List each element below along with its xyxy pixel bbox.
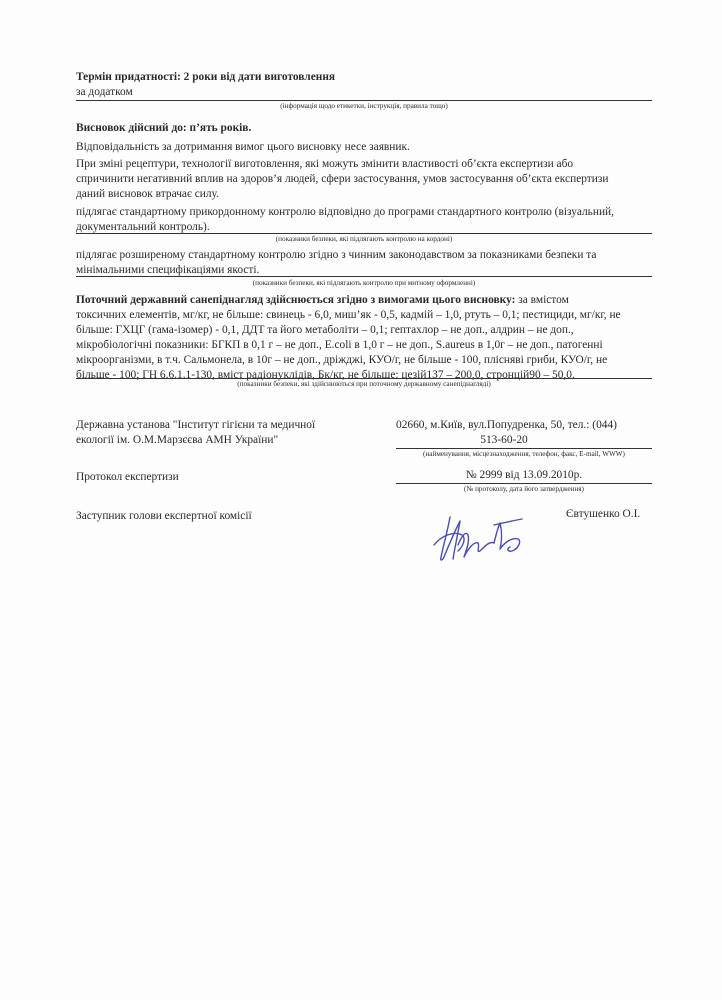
supervision-rule: [76, 378, 652, 379]
validity-text: Висновок дійсний до: п’ять років.: [76, 122, 252, 134]
supervision-heading-line: [76, 293, 621, 308]
protocol-caption: (№ протоколу, дата його затвердження): [464, 485, 584, 493]
handwritten-signature: [428, 505, 538, 575]
customs-control-line: підлягає розширеному стандартному контролю згідно з чинним законодавством за показниками безпеки та: [76, 249, 597, 261]
shelf-life-label: Термін придатності:: [76, 71, 181, 83]
border-control-caption: (показники безпеки, які підлягають контролю на кордоні): [275, 235, 453, 243]
border-control-line: документальний контроль).: [76, 221, 210, 233]
supervision-line: більше: ГХЦГ (гама-ізомер) - 0,1, ДДТ та його метаболіти – 0,1; гептахлор – не доп., алдрин – не доп.,: [76, 324, 574, 336]
supervision-line: мікробіологічні показники: БГКП в 0,1 г – не доп., E.coli в 1,0 г – не доп., S.aureus в 1,0г – не доп., патогенні: [76, 339, 603, 351]
supervision-line: мікроорганізми, в т.ч. Сальмонела, в 10г – не доп., дріжджі, КУО/г, не більше - 100, плісняві гриби, КУО/г, не: [76, 354, 608, 366]
signatory-name: Євтушенко О.І.: [566, 508, 641, 520]
shelf-life-value: 2 роки від дати виготовлення: [180, 71, 336, 83]
institution-rule: [396, 448, 652, 449]
institution-name-line: екології ім. О.М.Марзєєва АМН України": [76, 434, 279, 446]
customs-control-line: мінімальними специфікаціями якості.: [76, 264, 260, 276]
supervision-line: токсичних елементів, мг/кг, не більше: свинець - 6,0, миш’як - 0,5, кадмій – 1,0, ртуть – 0,1; пестициди, мг/кг, не: [76, 309, 621, 321]
customs-control-paragraph: [76, 248, 596, 278]
supervision-heading: Поточний державний санепіднагляд здійснюється згідно з вимогами цього висновку:: [76, 294, 516, 306]
shelf-life-caption: (інформація щодо етикетки, інструкція, правила тощо): [280, 102, 448, 110]
protocol-label: Протокол експертизи: [76, 471, 179, 483]
protocol-value: № 2999 від 13.09.2010р.: [465, 469, 583, 481]
signatory-role: Заступник голови експертної комісії: [76, 510, 252, 522]
shelf-life-rule: [76, 100, 652, 101]
protocol-rule: [396, 483, 652, 484]
institution-address-line-2: 513-60-20: [480, 434, 528, 446]
supervision-line: більше - 100; ГН 6.6.1.1-130, вміст радіонуклідів, Бк/кг, не більше: цезій137 – 200,0, стронцій90 – 50,0.: [76, 369, 575, 381]
institution-name: [76, 418, 315, 448]
recipe-change-line: спричинити негативний вплив на здоров’я людей, сфери застосування, умов застосування об’єкта експертизи: [76, 173, 609, 185]
supervision-paragraph: [76, 293, 621, 383]
customs-control-rule: [76, 276, 652, 277]
shelf-life-note: за додатком: [76, 86, 133, 98]
supervision-heading-tail: за вмістом: [515, 294, 569, 306]
institution-address-line-1: 02660, м.Київ, вул.Попудренка, 50, тел.: (044): [396, 419, 617, 431]
border-control-paragraph: [76, 205, 614, 235]
border-control-line: підлягає стандартному прикордонному контролю відповідно до програми стандартного контролю (візуальний,: [76, 206, 614, 218]
border-control-rule: [76, 233, 652, 234]
institution-caption: (найменування, місцезнаходження, телефон, факс, E-mail, WWW): [423, 450, 625, 458]
recipe-change-paragraph: [76, 157, 608, 202]
institution-name-line: Державна установа "Інститут гігієни та медичної: [76, 419, 316, 431]
responsibility-text: Відповідальність за дотримання вимог цього висновку несе заявник.: [76, 141, 410, 153]
supervision-caption: (показники безпеки, які здійснюються при поточному державному санепіднагляді): [237, 380, 491, 388]
customs-control-caption: (показники безпеки, які підлягають контролю при митному оформленні): [252, 279, 476, 287]
recipe-change-line: даний висновок втрачає силу.: [76, 188, 219, 200]
shelf-life-line: [76, 70, 335, 85]
recipe-change-line: При зміні рецептури, технології виготовлення, які можуть змінити властивості об’єкта експертизи або: [76, 158, 574, 170]
